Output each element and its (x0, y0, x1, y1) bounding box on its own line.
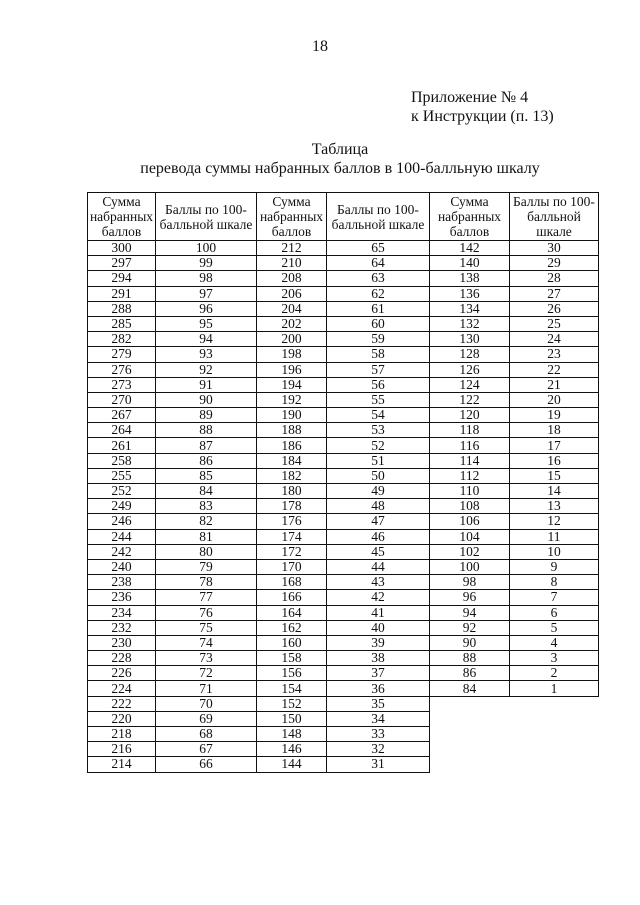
cell-raw-sum-1: 216 (88, 742, 156, 757)
cell-raw-sum-2: 148 (257, 727, 327, 742)
cell-raw-sum-2: 150 (257, 711, 327, 726)
cell-scaled-score-1: 92 (156, 362, 257, 377)
cell-scaled-score-3: 12 (510, 514, 599, 529)
cell-scaled-score-1: 95 (156, 316, 257, 331)
cell-raw-sum-1: 294 (88, 271, 156, 286)
table-row (88, 256, 599, 271)
cell-raw-sum-1: 224 (88, 681, 156, 696)
cell-scaled-score-1: 72 (156, 666, 257, 681)
cell-scaled-score-2: 64 (327, 256, 430, 271)
cell-scaled-score-2: 48 (327, 499, 430, 514)
cell-scaled-score-1: 76 (156, 605, 257, 620)
cell-scaled-score-3: 8 (510, 575, 599, 590)
table-row (88, 286, 599, 301)
cell-raw-sum-1: 291 (88, 286, 156, 301)
cell-raw-sum-3: 132 (430, 316, 510, 331)
cell-raw-sum-1: 214 (88, 757, 156, 772)
cell-raw-sum-2: 180 (257, 484, 327, 499)
appendix-line-1: Приложение № 4 (411, 89, 529, 106)
cell-raw-sum-3: 124 (430, 377, 510, 392)
cell-scaled-score-1: 96 (156, 301, 257, 316)
appendix-line-2: к Инструкции (п. 13) (411, 108, 554, 125)
cell-scaled-score-2: 36 (327, 681, 430, 696)
cell-raw-sum-3: 84 (430, 681, 510, 696)
cell-raw-sum-2: 190 (257, 408, 327, 423)
cell-raw-sum-3: 142 (430, 241, 510, 256)
cell-scaled-score-2: 45 (327, 544, 430, 559)
cell-raw-sum-1: 282 (88, 332, 156, 347)
cell-scaled-score-2: 58 (327, 347, 430, 362)
cell-raw-sum-2: 198 (257, 347, 327, 362)
cell-scaled-score-2: 63 (327, 271, 430, 286)
cell-scaled-score-2: 50 (327, 468, 430, 483)
table-title-line-2: перевода суммы набранных баллов в 100-балльную шкалу (140, 160, 540, 177)
cell-scaled-score-2: 34 (327, 711, 430, 726)
cell-scaled-score-3: 30 (510, 241, 599, 256)
cell-raw-sum-1: 230 (88, 635, 156, 650)
table-row (88, 241, 599, 256)
cell-scaled-score-3: 9 (510, 559, 599, 574)
cell-scaled-score-3: 17 (510, 438, 599, 453)
cell-scaled-score-3: 27 (510, 286, 599, 301)
cell-raw-sum-3: 104 (430, 529, 510, 544)
table-row (88, 590, 599, 605)
cell-scaled-score-3: 18 (510, 423, 599, 438)
cell-scaled-score-3: 6 (510, 605, 599, 620)
cell-raw-sum-2: 144 (257, 757, 327, 772)
cell-scaled-score-2: 46 (327, 529, 430, 544)
header-scaled-score-2: Баллы по 100-балльной шкале (327, 193, 430, 241)
cell-raw-sum-2: 200 (257, 332, 327, 347)
cell-raw-sum-2: 188 (257, 423, 327, 438)
cell-scaled-score-2: 54 (327, 408, 430, 423)
cell-raw-sum-1: 220 (88, 711, 156, 726)
cell-raw-sum-3: 106 (430, 514, 510, 529)
cell-scaled-score-1: 83 (156, 499, 257, 514)
table-row (88, 620, 599, 635)
cell-raw-sum-3: 114 (430, 453, 510, 468)
cell-scaled-score-1: 100 (156, 241, 257, 256)
cell-scaled-score-2: 61 (327, 301, 430, 316)
cell-scaled-score-2: 59 (327, 332, 430, 347)
cell-raw-sum-2: 182 (257, 468, 327, 483)
cell-scaled-score-3: 26 (510, 301, 599, 316)
empty-cell (430, 727, 510, 742)
cell-raw-sum-1: 252 (88, 484, 156, 499)
table-row (88, 605, 599, 620)
empty-cell (430, 757, 510, 772)
cell-raw-sum-3: 112 (430, 468, 510, 483)
table-header-row (88, 193, 599, 241)
cell-raw-sum-2: 160 (257, 635, 327, 650)
table-row (88, 484, 599, 499)
cell-scaled-score-2: 60 (327, 316, 430, 331)
cell-raw-sum-1: 236 (88, 590, 156, 605)
cell-raw-sum-1: 242 (88, 544, 156, 559)
cell-raw-sum-1: 288 (88, 301, 156, 316)
cell-scaled-score-1: 86 (156, 453, 257, 468)
cell-scaled-score-1: 78 (156, 575, 257, 590)
cell-raw-sum-2: 184 (257, 453, 327, 468)
cell-scaled-score-3: 13 (510, 499, 599, 514)
cell-scaled-score-1: 94 (156, 332, 257, 347)
cell-scaled-score-2: 53 (327, 423, 430, 438)
cell-raw-sum-1: 222 (88, 696, 156, 711)
cell-raw-sum-3: 118 (430, 423, 510, 438)
cell-raw-sum-2: 176 (257, 514, 327, 529)
table-row (88, 332, 599, 347)
table-row (88, 559, 599, 574)
table-row (88, 727, 599, 742)
cell-raw-sum-3: 110 (430, 484, 510, 499)
cell-raw-sum-1: 238 (88, 575, 156, 590)
cell-raw-sum-1: 300 (88, 241, 156, 256)
cell-raw-sum-2: 156 (257, 666, 327, 681)
cell-raw-sum-1: 267 (88, 408, 156, 423)
cell-scaled-score-3: 19 (510, 408, 599, 423)
cell-scaled-score-1: 98 (156, 271, 257, 286)
cell-scaled-score-1: 97 (156, 286, 257, 301)
cell-raw-sum-1: 279 (88, 347, 156, 362)
table-row (88, 316, 599, 331)
cell-raw-sum-1: 258 (88, 453, 156, 468)
cell-scaled-score-3: 11 (510, 529, 599, 544)
table-row (88, 377, 599, 392)
header-raw-sum-1: Сумма набранных баллов (88, 193, 156, 241)
cell-scaled-score-1: 77 (156, 590, 257, 605)
cell-raw-sum-1: 261 (88, 438, 156, 453)
cell-scaled-score-1: 91 (156, 377, 257, 392)
cell-raw-sum-2: 172 (257, 544, 327, 559)
empty-cell (510, 696, 599, 711)
cell-raw-sum-3: 136 (430, 286, 510, 301)
cell-scaled-score-1: 85 (156, 468, 257, 483)
empty-cell (510, 742, 599, 757)
header-raw-sum-2: Сумма набранных баллов (257, 193, 327, 241)
table-title (0, 140, 640, 178)
cell-scaled-score-2: 41 (327, 605, 430, 620)
cell-scaled-score-3: 20 (510, 392, 599, 407)
table-row (88, 544, 599, 559)
cell-raw-sum-3: 90 (430, 635, 510, 650)
cell-scaled-score-2: 52 (327, 438, 430, 453)
table-row (88, 271, 599, 286)
empty-cell (430, 696, 510, 711)
cell-raw-sum-2: 202 (257, 316, 327, 331)
cell-scaled-score-3: 14 (510, 484, 599, 499)
cell-scaled-score-3: 24 (510, 332, 599, 347)
cell-scaled-score-2: 35 (327, 696, 430, 711)
table-row (88, 635, 599, 650)
cell-raw-sum-1: 249 (88, 499, 156, 514)
cell-raw-sum-2: 204 (257, 301, 327, 316)
table-row (88, 301, 599, 316)
cell-scaled-score-2: 32 (327, 742, 430, 757)
cell-raw-sum-3: 128 (430, 347, 510, 362)
cell-raw-sum-2: 152 (257, 696, 327, 711)
table-row (88, 468, 599, 483)
cell-scaled-score-2: 55 (327, 392, 430, 407)
cell-scaled-score-2: 49 (327, 484, 430, 499)
cell-scaled-score-1: 70 (156, 696, 257, 711)
cell-scaled-score-2: 42 (327, 590, 430, 605)
cell-scaled-score-1: 84 (156, 484, 257, 499)
cell-scaled-score-1: 87 (156, 438, 257, 453)
cell-scaled-score-2: 39 (327, 635, 430, 650)
cell-raw-sum-1: 264 (88, 423, 156, 438)
table-row (88, 408, 599, 423)
cell-raw-sum-1: 228 (88, 651, 156, 666)
table-body (88, 241, 599, 773)
cell-raw-sum-1: 226 (88, 666, 156, 681)
cell-scaled-score-3: 21 (510, 377, 599, 392)
cell-scaled-score-2: 57 (327, 362, 430, 377)
cell-scaled-score-3: 1 (510, 681, 599, 696)
cell-scaled-score-1: 68 (156, 727, 257, 742)
cell-raw-sum-3: 102 (430, 544, 510, 559)
cell-scaled-score-2: 56 (327, 377, 430, 392)
cell-scaled-score-1: 90 (156, 392, 257, 407)
table-row (88, 666, 599, 681)
cell-raw-sum-2: 208 (257, 271, 327, 286)
table-row (88, 392, 599, 407)
cell-scaled-score-2: 33 (327, 727, 430, 742)
cell-scaled-score-3: 4 (510, 635, 599, 650)
cell-scaled-score-3: 16 (510, 453, 599, 468)
cell-scaled-score-2: 40 (327, 620, 430, 635)
cell-scaled-score-1: 80 (156, 544, 257, 559)
cell-scaled-score-3: 25 (510, 316, 599, 331)
cell-raw-sum-3: 116 (430, 438, 510, 453)
cell-raw-sum-3: 138 (430, 271, 510, 286)
table-row (88, 742, 599, 757)
cell-scaled-score-3: 28 (510, 271, 599, 286)
table-row (88, 757, 599, 772)
cell-raw-sum-3: 88 (430, 651, 510, 666)
cell-raw-sum-2: 158 (257, 651, 327, 666)
table-row (88, 575, 599, 590)
table-row (88, 696, 599, 711)
cell-raw-sum-2: 168 (257, 575, 327, 590)
table-title-line-1: Таблица (311, 141, 369, 158)
cell-scaled-score-1: 81 (156, 529, 257, 544)
table-row (88, 529, 599, 544)
cell-scaled-score-1: 75 (156, 620, 257, 635)
cell-scaled-score-2: 38 (327, 651, 430, 666)
cell-scaled-score-3: 3 (510, 651, 599, 666)
cell-raw-sum-3: 122 (430, 392, 510, 407)
cell-raw-sum-2: 174 (257, 529, 327, 544)
cell-raw-sum-1: 255 (88, 468, 156, 483)
cell-raw-sum-2: 164 (257, 605, 327, 620)
cell-scaled-score-3: 10 (510, 544, 599, 559)
cell-raw-sum-3: 134 (430, 301, 510, 316)
cell-raw-sum-3: 130 (430, 332, 510, 347)
cell-scaled-score-3: 15 (510, 468, 599, 483)
cell-scaled-score-2: 51 (327, 453, 430, 468)
cell-scaled-score-1: 69 (156, 711, 257, 726)
page-number: 18 (312, 38, 328, 55)
cell-raw-sum-3: 96 (430, 590, 510, 605)
cell-scaled-score-2: 65 (327, 241, 430, 256)
cell-raw-sum-2: 196 (257, 362, 327, 377)
cell-raw-sum-3: 100 (430, 559, 510, 574)
cell-scaled-score-3: 23 (510, 347, 599, 362)
cell-raw-sum-1: 232 (88, 620, 156, 635)
cell-scaled-score-3: 29 (510, 256, 599, 271)
empty-cell (430, 742, 510, 757)
cell-scaled-score-2: 37 (327, 666, 430, 681)
cell-raw-sum-1: 244 (88, 529, 156, 544)
cell-raw-sum-2: 154 (257, 681, 327, 696)
cell-scaled-score-2: 43 (327, 575, 430, 590)
cell-raw-sum-1: 276 (88, 362, 156, 377)
cell-scaled-score-1: 99 (156, 256, 257, 271)
cell-scaled-score-3: 7 (510, 590, 599, 605)
cell-raw-sum-2: 166 (257, 590, 327, 605)
table-row (88, 651, 599, 666)
cell-raw-sum-2: 146 (257, 742, 327, 757)
cell-raw-sum-2: 194 (257, 377, 327, 392)
table-row (88, 362, 599, 377)
table-row (88, 499, 599, 514)
cell-scaled-score-1: 82 (156, 514, 257, 529)
cell-raw-sum-1: 285 (88, 316, 156, 331)
empty-cell (510, 711, 599, 726)
cell-raw-sum-2: 170 (257, 559, 327, 574)
table-row (88, 711, 599, 726)
cell-scaled-score-3: 2 (510, 666, 599, 681)
cell-scaled-score-1: 88 (156, 423, 257, 438)
cell-scaled-score-1: 67 (156, 742, 257, 757)
cell-scaled-score-1: 71 (156, 681, 257, 696)
cell-raw-sum-2: 212 (257, 241, 327, 256)
cell-raw-sum-1: 240 (88, 559, 156, 574)
table-row (88, 423, 599, 438)
cell-raw-sum-1: 234 (88, 605, 156, 620)
cell-raw-sum-1: 270 (88, 392, 156, 407)
cell-raw-sum-3: 126 (430, 362, 510, 377)
cell-scaled-score-2: 47 (327, 514, 430, 529)
cell-raw-sum-3: 98 (430, 575, 510, 590)
table-row (88, 514, 599, 529)
cell-scaled-score-1: 73 (156, 651, 257, 666)
table-row (88, 438, 599, 453)
score-conversion-table (87, 192, 599, 773)
appendix-reference (411, 88, 554, 126)
cell-scaled-score-2: 31 (327, 757, 430, 772)
cell-raw-sum-3: 94 (430, 605, 510, 620)
cell-raw-sum-2: 206 (257, 286, 327, 301)
cell-raw-sum-3: 86 (430, 666, 510, 681)
cell-raw-sum-3: 140 (430, 256, 510, 271)
cell-scaled-score-2: 44 (327, 559, 430, 574)
header-raw-sum-3: Сумма набранных баллов (430, 193, 510, 241)
cell-scaled-score-1: 93 (156, 347, 257, 362)
cell-raw-sum-2: 210 (257, 256, 327, 271)
cell-raw-sum-2: 192 (257, 392, 327, 407)
cell-raw-sum-2: 186 (257, 438, 327, 453)
table-row (88, 347, 599, 362)
cell-scaled-score-3: 5 (510, 620, 599, 635)
header-scaled-score-3: Баллы по 100-балльной шкале (510, 193, 599, 241)
cell-raw-sum-3: 108 (430, 499, 510, 514)
cell-raw-sum-2: 178 (257, 499, 327, 514)
cell-scaled-score-3: 22 (510, 362, 599, 377)
cell-raw-sum-1: 246 (88, 514, 156, 529)
cell-scaled-score-1: 74 (156, 635, 257, 650)
cell-scaled-score-2: 62 (327, 286, 430, 301)
cell-raw-sum-1: 297 (88, 256, 156, 271)
empty-cell (510, 757, 599, 772)
cell-raw-sum-3: 92 (430, 620, 510, 635)
table-row (88, 681, 599, 696)
empty-cell (430, 711, 510, 726)
cell-raw-sum-1: 273 (88, 377, 156, 392)
empty-cell (510, 727, 599, 742)
cell-scaled-score-1: 79 (156, 559, 257, 574)
cell-raw-sum-3: 120 (430, 408, 510, 423)
table-row (88, 453, 599, 468)
cell-raw-sum-2: 162 (257, 620, 327, 635)
cell-scaled-score-1: 66 (156, 757, 257, 772)
header-scaled-score-1: Баллы по 100-балльной шкале (156, 193, 257, 241)
cell-scaled-score-1: 89 (156, 408, 257, 423)
cell-raw-sum-1: 218 (88, 727, 156, 742)
